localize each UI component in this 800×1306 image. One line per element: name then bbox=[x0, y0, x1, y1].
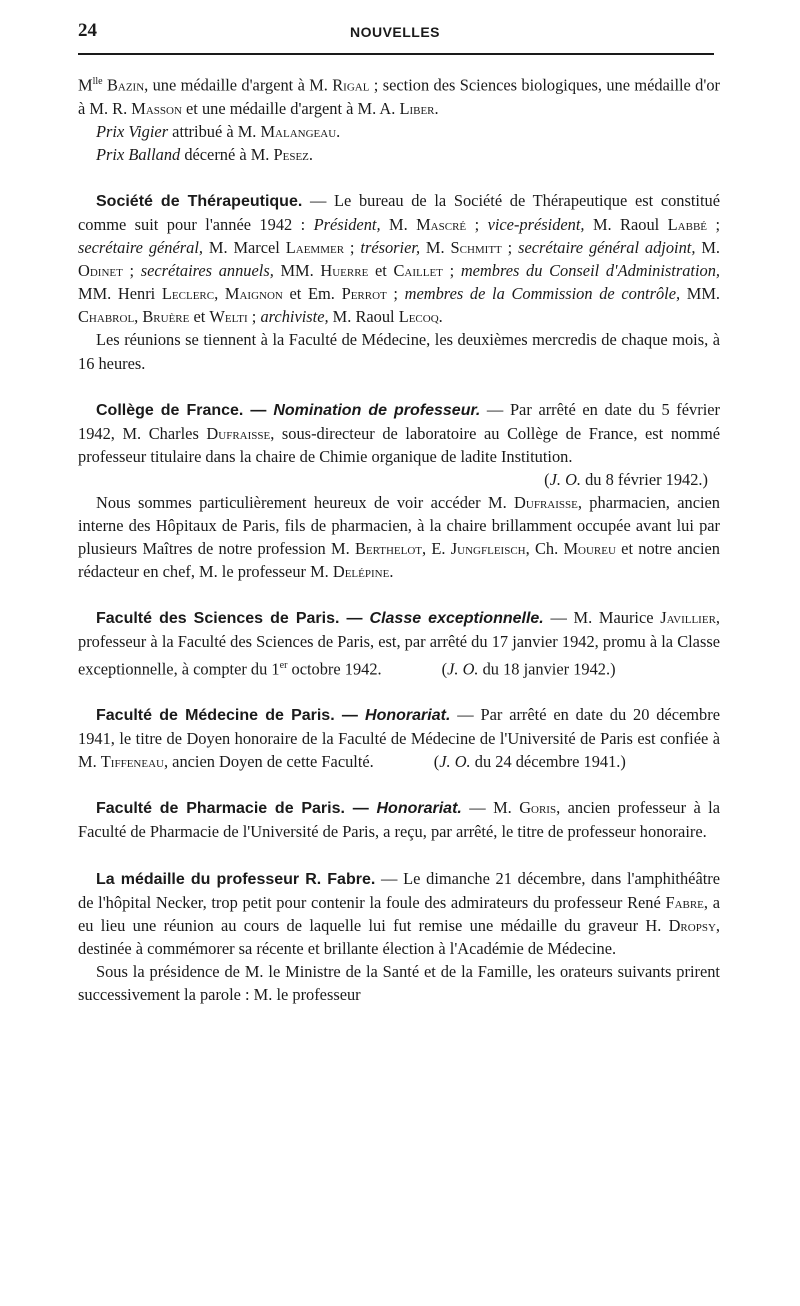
fabre-speakers: Sous la présidence de M. le Ministre de la Santé et de la Famille, les orateurs suivants prirent successivement la parole : M. le professeur bbox=[78, 961, 720, 1005]
medecine-paragraph: Faculté de Médecine de Paris. — Honorariat. — Par arrêté en date du 20 décembre 1941, le titre de Doyen honoraire de la Faculté de Médecine de l'Université de Paris est confiée à M. Tiffeneau, ancien Doyen de cette Faculté. (J. O. du 24 décembre 1941.) bbox=[78, 705, 720, 772]
pharmacie-heading: Faculté de Pharmacie de Paris. — bbox=[96, 800, 369, 818]
college-comment: Nous sommes particulièrement heureux de voir accéder M. Dufraisse, pharmacien, ancien interne des Hôpitaux de Paris, fils de pharmacien, à la chaire brillamment occupée avant lui par plusieurs Maîtres de notre profession M. Berthelot, E. Jungfleisch, Ch. Moureu et notre ancien rédacteur en chef, M. le professeur M. Delépine. bbox=[78, 492, 720, 582]
page-number: 24 bbox=[78, 20, 97, 41]
therapeutique-paragraph: Société de Thérapeutique. — Le bureau de la Société de Thérapeutique est constitué comme suit pour l'année 1942 : Président, M. Mascré ; vice-président, M. Raoul Labbé ; secrétaire général, M. Marcel Laemmer ; trésorier, M. Schmitt ; secrétaire général adjoint, M. Odinet ; secrétaires annuels, MM. Huerre et Caillet ; membres du Conseil d'Administration, MM. Henri Leclerc, Maignon et Em. Perrot ; membres de la Commission de contrôle, MM. Chabrol, Bruère et Welti ; archiviste, M. Raoul Lecoq. bbox=[78, 190, 721, 327]
sciences-heading: Faculté des Sciences de Paris. — bbox=[96, 610, 363, 628]
page-body bbox=[78, 70, 720, 1006]
prize-vigier: Prix Vigier attribué à M. Malangeau. bbox=[96, 121, 341, 141]
therapeutique-meetings: Les réunions se tiennent à la Faculté de Médecine, les deuxièmes mercredis de chaque mois, à 16 heures. bbox=[78, 330, 720, 373]
running-title: NOUVELLES bbox=[349, 24, 441, 40]
header-rule bbox=[78, 53, 714, 55]
sciences-reference: (J. O. du 18 janvier 1942.) bbox=[441, 659, 616, 678]
pharmacie-paragraph: Faculté de Pharmacie de Paris. — Honorariat. — M. Goris, ancien professeur à la Faculté de Pharmacie de l'Université de Paris, a reçu, par arrêté, le titre de professeur honoraire. bbox=[78, 798, 721, 842]
college-heading: Collège de France. — bbox=[96, 401, 267, 419]
sciences-paragraph: Faculté des Sciences de Paris. — Classe exceptionnelle. — M. Maurice Javillier, professeur à la Faculté des Sciences de Paris, est, par arrêté du 17 janvier 1942, promu à la Classe exceptionnelle, à compter du 1er octobre 1942. (J. O. du 18 janvier 1942.) bbox=[78, 608, 721, 678]
college-paragraph: Collège de France. — Nomination de professeur. — Par arrêté en date du 5 février 1942, M. Charles Dufraisse, sous-directeur de laboratoire au Collège de France, est nommé professeur titulaire dans la chaire de Chimie organique de ladite Institution. bbox=[78, 399, 720, 466]
prize-balland: Prix Balland décerné à M. Pesez. bbox=[96, 144, 314, 164]
page-header bbox=[78, 18, 712, 52]
therapeutique-heading: Société de Thérapeutique. bbox=[96, 192, 303, 210]
medecine-heading: Faculté de Médecine de Paris. — bbox=[96, 707, 358, 725]
medecine-reference: (J. O. du 24 décembre 1941.) bbox=[433, 752, 626, 772]
continuation-paragraph: $M^{lle}$ Bazin, une médaille d'argent à M. Rigal ; section des Sciences biologiques, une médaille d'or à M. R. Masson et une médaille d'argent à M. A. Liber. bbox=[78, 75, 720, 118]
college-reference: (J. O. du 8 février 1942.) bbox=[544, 469, 708, 489]
fabre-heading: La médaille du professeur R. Fabre. bbox=[96, 870, 376, 888]
fabre-paragraph: La médaille du professeur R. Fabre. — Le dimanche 21 décembre, dans l'amphithéâtre de l'hôpital Necker, trop petit pour contenir la foule des admirateurs du professeur René Fabre, a eu lieu une réunion au cours de laquelle lui fut remise une médaille du graveur H. Dropsy, destinée à commémorer sa récente et brillante élection à l'Académie de Médecine. bbox=[78, 868, 721, 958]
